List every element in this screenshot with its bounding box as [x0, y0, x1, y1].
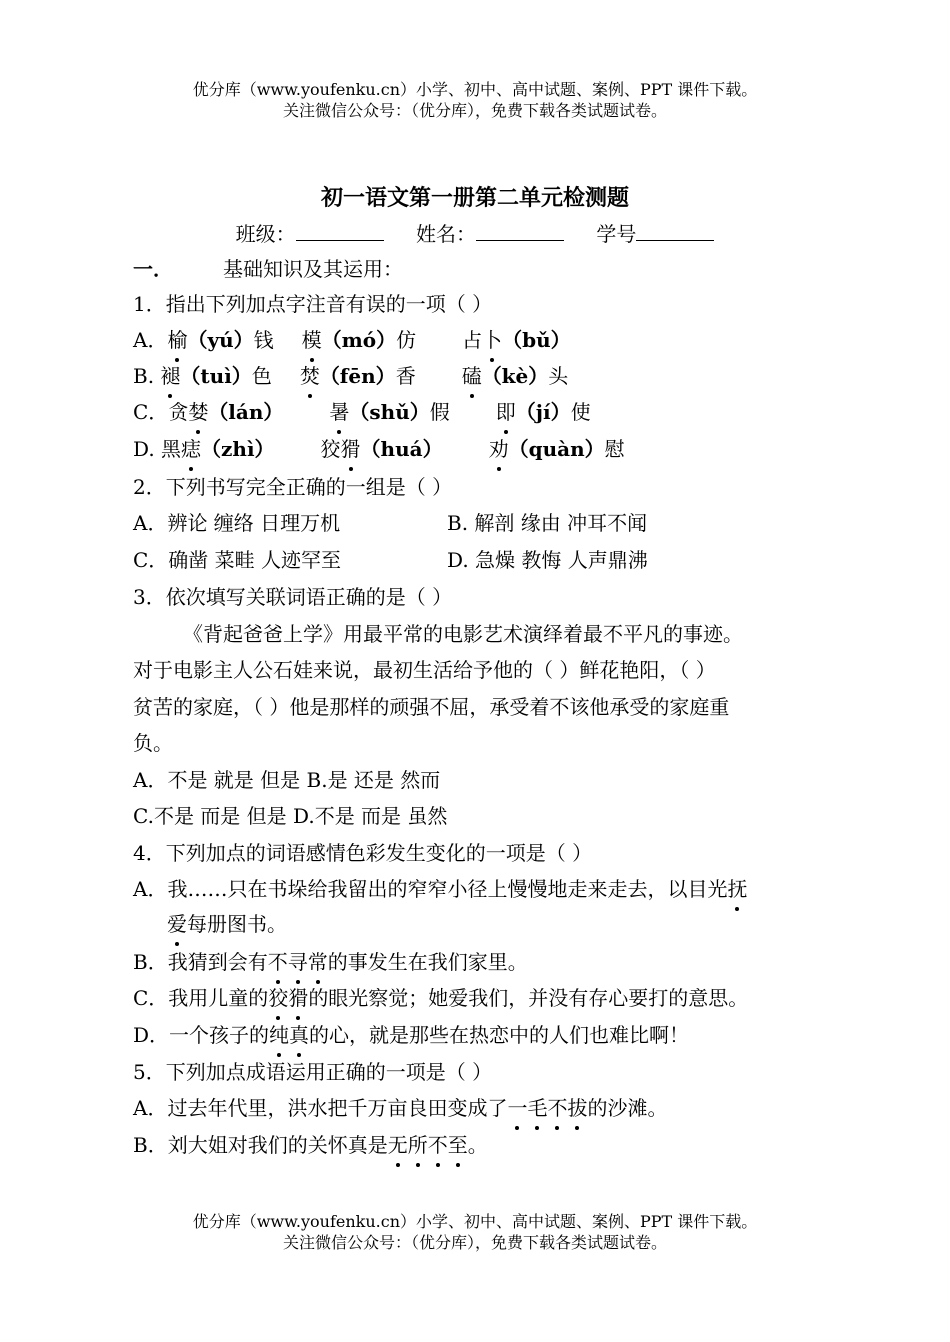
- q1-option-c: C．贪婪（lán） 暑（shǔ）假 即（jí）使: [133, 400, 591, 424]
- page-footer: [0, 1211, 950, 1253]
- q2-option-a: A．辨论 缠络 日理万机: [133, 511, 341, 535]
- section-heading: [133, 256, 403, 282]
- footer-line-2: 关注微信公众号：（优分库），免费下载各类试题试卷。: [282, 1233, 667, 1252]
- id-blank: [636, 222, 714, 241]
- q5-option-a: A．过去年代里，洪水把千万亩良田变成了一毛不拔的沙滩。: [133, 1096, 668, 1120]
- q2-option-b: B. 解剖 缘由 冲耳不闻: [447, 511, 648, 535]
- section-title: 基础知识及其运用：: [223, 257, 403, 281]
- id-label: 学号: [596, 222, 637, 246]
- q2-option-d: D. 急燥 教悔 人声鼎沸: [447, 548, 648, 572]
- header-line-2: 关注微信公众号：（优分库），免费下载各类试题试卷。: [282, 101, 667, 120]
- class-label: 班级：: [235, 222, 296, 246]
- page-title: 初一语文第一册第二单元检测题: [320, 185, 629, 211]
- name-blank: [476, 222, 564, 241]
- q3-passage-line-4: 负。: [133, 731, 173, 755]
- q1-option-d: D. 黑痣（zhì） 狡猾（huá） 劝（quàn）慰: [133, 437, 625, 461]
- q4-option-a-cont: 爱每册图书。: [167, 912, 287, 936]
- q5-stem: 5．下列加点成语运用正确的一项是（ ）: [133, 1060, 493, 1084]
- q3-passage-line-3: 贫苦的家庭，（ ）他是那样的顽强不屈，承受着不该他承受的家庭重: [133, 695, 730, 719]
- q4-option-d: D．一个孩子的纯真的心，就是那些在热恋中的人们也难比啊！: [133, 1023, 690, 1047]
- q3-passage-line-2: 对于电影主人公石娃来说，最初生活给予他的（ ）鲜花艳阳，（ ）: [133, 658, 716, 682]
- q1-option-a: A．榆（yú）钱 模（mó）仿 占卜（bǔ）: [133, 328, 571, 352]
- q3-stem: 3．依次填写关联词语正确的是（ ）: [133, 585, 453, 609]
- q4-stem: 4．下列加点的词语感情色彩发生变化的一项是（ ）: [133, 841, 593, 865]
- q2-stem: 2．下列书写完全正确的一组是（ ）: [133, 475, 453, 499]
- page-header: [0, 79, 950, 121]
- q2-option-c: C．确凿 菜畦 人迹罕至: [133, 548, 342, 572]
- q4-option-c: C．我用儿童的狡猾的眼光察觉；她爱我们，并没有存心要打的意思。: [133, 986, 749, 1010]
- student-info: [0, 218, 950, 247]
- q4-option-a: A．我……只在书垛给我留出的窄窄小径上慢慢地走来走去，以目光抚: [133, 877, 748, 901]
- header-line-1: 优分库（www.youfenku.cn）小学、初中、高中试题、案例、PPT 课件下载。: [192, 80, 758, 99]
- q3-options-ab: A．不是 就是 但是 B.是 还是 然而: [133, 768, 441, 792]
- q5-option-b: B．刘大姐对我们的关怀真是无所不至。: [133, 1133, 488, 1157]
- section-number: 一．: [133, 257, 173, 281]
- q3-passage-line-1: 《背起爸爸上学》用最平常的电影艺术演绎着最不平凡的事迹。: [183, 622, 743, 646]
- footer-line-1: 优分库（www.youfenku.cn）小学、初中、高中试题、案例、PPT 课件下载。: [192, 1212, 758, 1231]
- q1-option-b: B. 褪（tuì）色 焚（fēn）香 磕（kè）头: [133, 364, 569, 388]
- q3-options-cd: C.不是 而是 但是 D.不是 而是 虽然: [133, 804, 448, 828]
- class-blank: [296, 222, 384, 241]
- q4-option-b: B．我猜到会有不寻常的事发生在我们家里。: [133, 950, 528, 974]
- name-label: 姓名：: [416, 222, 476, 246]
- q1-stem: 1．指出下列加点字注音有误的一项（ ）: [133, 292, 493, 316]
